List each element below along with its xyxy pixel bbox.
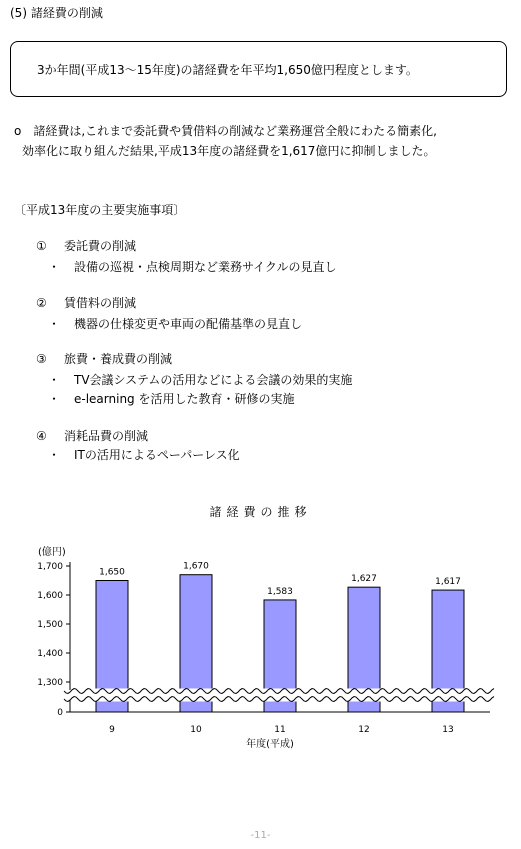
bullet: ・ [48, 392, 61, 406]
data-label: 1,670 [183, 561, 209, 572]
x-tick-label: 10 [190, 725, 202, 735]
category-number: ① [36, 239, 47, 253]
y-tick-label: 1,500 [37, 620, 63, 630]
category-number: ② [36, 296, 47, 310]
x-tick-label: 13 [442, 725, 454, 735]
category-number: ④ [36, 429, 47, 443]
y-tick-label: 1,400 [37, 649, 63, 659]
y-tick-label: 1,300 [37, 678, 63, 688]
y-tick-label: 0 [57, 708, 63, 718]
category-title: 賃借料の削減 [64, 296, 137, 310]
section-title: (5) 諸経費の削減 [10, 6, 103, 20]
y-tick-label: 1,700 [37, 562, 63, 572]
bullet: ・ [48, 373, 61, 387]
x-axis-title: 年度(平成) [246, 739, 294, 750]
data-label: 1,617 [435, 577, 461, 588]
target-text: 3か年間(平成13〜15年度)の諸経費を年平均1,650億円程度とします。 [37, 63, 418, 77]
item-text: TV会議システムの活用などによる会議の効果的実施 [74, 373, 353, 387]
data-label: 1,583 [267, 586, 293, 597]
category-number: ③ [36, 352, 47, 366]
bullet: ・ [48, 448, 61, 462]
summary-line-2: 効率化に取り組んだ結果,平成13年度の諸経費を1,617億円に抑制しました。 [22, 144, 436, 158]
data-label: 1,627 [351, 574, 377, 585]
bullet: ・ [48, 260, 61, 274]
item-text: 機器の仕様変更や車両の配備基準の見直し [74, 317, 303, 331]
category-title: 消耗品費の削減 [64, 429, 149, 443]
x-tick-label: 9 [109, 725, 115, 735]
bullet: ・ [48, 317, 61, 331]
chart-title: 諸経費の推移 [209, 505, 312, 519]
x-tick-label: 11 [274, 725, 286, 735]
summary-line-1: o 諸経費は,これまで委託費や賃借料の削減など業務運営全般にわたる簡素化, [14, 124, 437, 138]
item-text: 設備の巡視・点検周期など業務サイクルの見直し [74, 260, 337, 274]
y-axis-unit: (億円) [38, 547, 66, 558]
axis-break-band [64, 689, 494, 702]
x-tick-label: 12 [358, 725, 370, 735]
list-heading: 〔平成13年度の主要実施事項〕 [14, 203, 186, 217]
page-number: -11- [250, 830, 271, 841]
data-label: 1,650 [99, 567, 125, 578]
item-text: e-learning を活用した教育・研修の実施 [74, 392, 295, 406]
y-tick-label: 1,600 [37, 591, 63, 601]
item-text: ITの活用によるペーパーレス化 [74, 448, 240, 462]
category-title: 旅費・養成費の削減 [64, 352, 173, 366]
category-title: 委託費の削減 [64, 239, 137, 253]
